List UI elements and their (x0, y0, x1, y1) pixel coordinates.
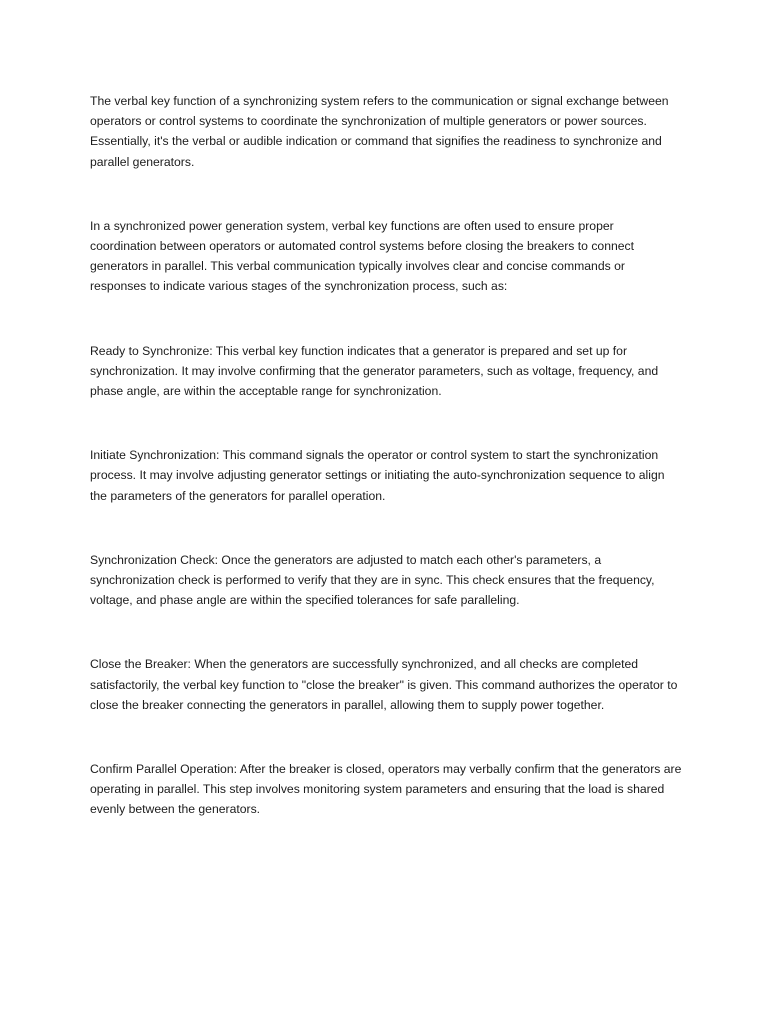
paragraph-ready-to-synchronize: Ready to Synchronize: This verbal key function indicates that a generator is prepared and set up for synchronization. It may involve confirming that the generator parameters, such as voltage, frequency, and phase angle, are within the acceptable range for synchronization. (90, 343, 659, 399)
paragraph-intro: The verbal key function of a synchronizing system refers to the communication or signal exchange between operators or control systems to coordinate the synchronization of multiple generators or power sources. Essentially, it's the verbal or audible indication or command that signifies the readiness to synchronize and parallel generators. (90, 94, 669, 169)
paragraph-initiate-synchronization: Initiate Synchronization: This command signals the operator or control system to start the synchronization process. It may involve adjusting generator settings or initiating the auto-synchronization sequence to align the parameters of the generators for parallel operation. (90, 448, 665, 503)
paragraph-close-the-breaker: Close the Breaker: When the generators are successfully synchronized, and all checks are completed satisfactorily, the verbal key function to "close the breaker" is given. This command authorizes the operator to close the breaker connecting the generators in parallel, allowing them to supply power together. (90, 657, 678, 712)
paragraph-confirm-parallel-operation: Confirm Parallel Operation: After the breaker is closed, operators may verbally confirm that the generators are operating in parallel. This step involves monitoring system parameters and ensuring that the load is shared evenly between the generators. (90, 762, 682, 817)
paragraph-context: In a synchronized power generation system, verbal key functions are often used to ensure proper coordination between operators or automated control systems before closing the breakers to connect generators in parallel. This verbal communication typically involves clear and concise commands or responses to indicate various stages of the synchronization process, such as: (90, 218, 635, 294)
paragraph-synchronization-check: Synchronization Check: Once the generators are adjusted to match each other's parameters, a synchronization check is performed to verify that they are in sync. This check ensures that the frequency, voltage, and phase angle are within the specified tolerances for safe paralleling. (90, 552, 655, 608)
document-body (90, 91, 682, 820)
